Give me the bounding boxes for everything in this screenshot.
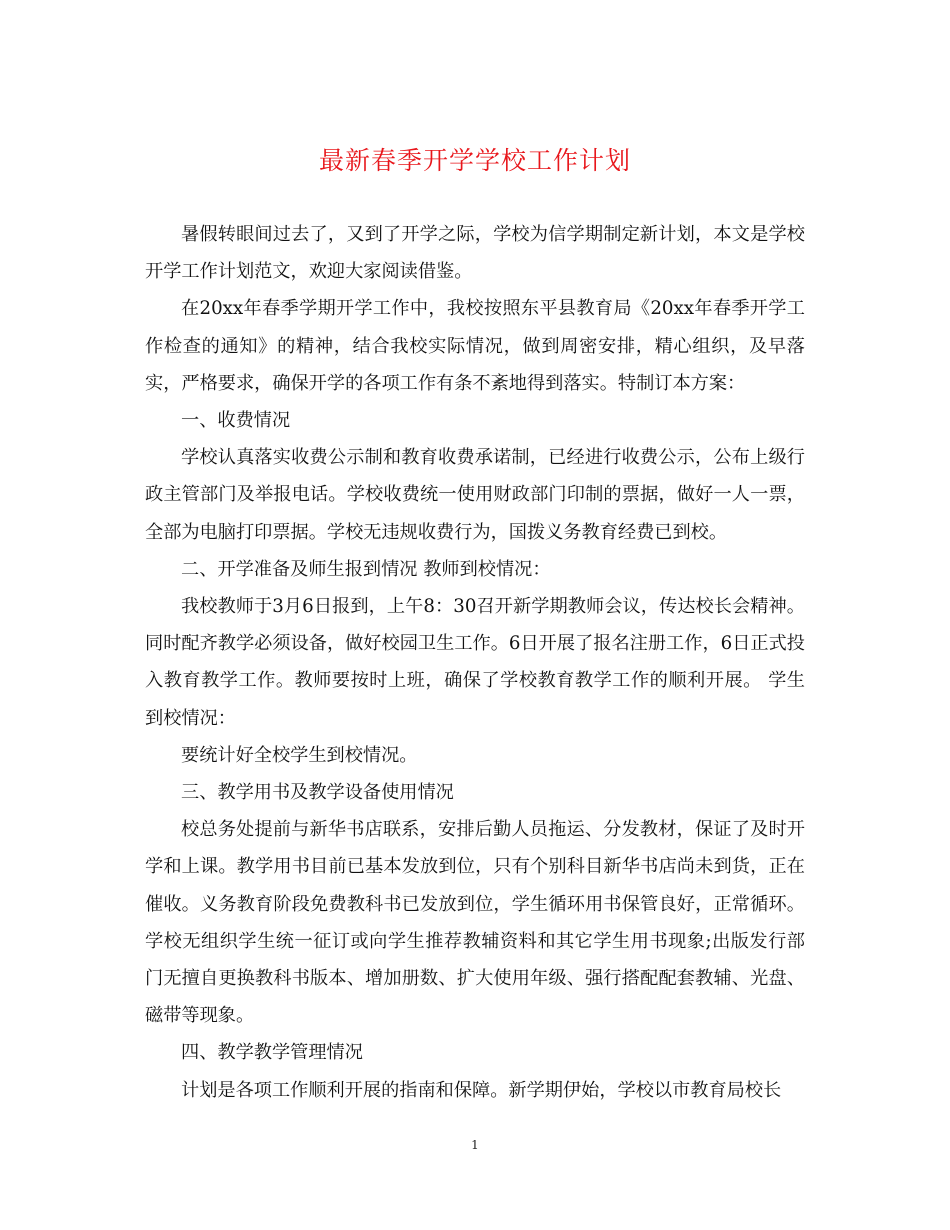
- paragraph-fees: 学校认真落实收费公示制和教育收费承诺制，已经进行收费公示，公布上级行政主管部门及举报电话。学校收费统一使用财政部门印制的票据，做好一人一票，全部为电脑打印票据。学校无违规收费行为，国拨义务教育经费已到校。: [145, 447, 805, 543]
- section-heading-preparation: 二、开学准备及师生报到情况 教师到校情况：: [181, 558, 551, 580]
- paragraph-intro: 暑假转眼间过去了，又到了开学之际，学校为信学期制定新计划，本文是学校开学工作计划范文，欢迎大家阅读借鉴。: [145, 224, 805, 283]
- section-heading-books: 三、教学用书及教学设备使用情况: [181, 782, 454, 804]
- section-heading-teaching: 四、教学教学管理情况: [181, 1042, 363, 1064]
- section-heading-fees: 一、收费情况: [181, 410, 291, 432]
- paragraph-students: 要统计好全校学生到校情况。: [181, 744, 418, 766]
- page-number: 1: [471, 1138, 479, 1152]
- document-body: [145, 216, 805, 1109]
- document-title: 最新春季开学学校工作计划: [318, 146, 631, 175]
- paragraph-overview: 在20xx年春季学期开学工作中，我校按照东平县教育局《20xx年春季开学工作检查的通知》的精神，结合我校实际情况，做到周密安排，精心组织，及早落实，严格要求，确保开学的各项工作有条不紊地得到落实。特制订本方案：: [145, 298, 805, 394]
- paragraph-teaching: 计划是各项工作顺利开展的指南和保障。新学期伊始，学校以市教育局校长: [181, 1079, 782, 1101]
- paragraph-books: 校总务处提前与新华书店联系，安排后勤人员拖运、分发教材，保证了及时开学和上课。教学用书目前已基本发放到位，只有个别科目新华书店尚未到货，正在催收。义务教育阶段免费教科书已发放到位，学生循环用书保管良好，正常循环。学校无组织学生统一征订或向学生推荐教辅资料和其它学生用书现象;出版发行部门无擅自更换教科书版本、增加册数、扩大使用年级、强行搭配配套教辅、光盘、磁带等现象。: [145, 819, 805, 1027]
- paragraph-teachers: 我校教师于3月6日报到，上午8：30召开新学期教师会议，传达校长会精神。同时配齐教学必须设备，做好校园卫生工作。6日开展了报名注册工作，6日正式投入教育教学工作。教师要按时上班，确保了学校教育教学工作的顺利开展。 学生到校情况：: [145, 596, 805, 729]
